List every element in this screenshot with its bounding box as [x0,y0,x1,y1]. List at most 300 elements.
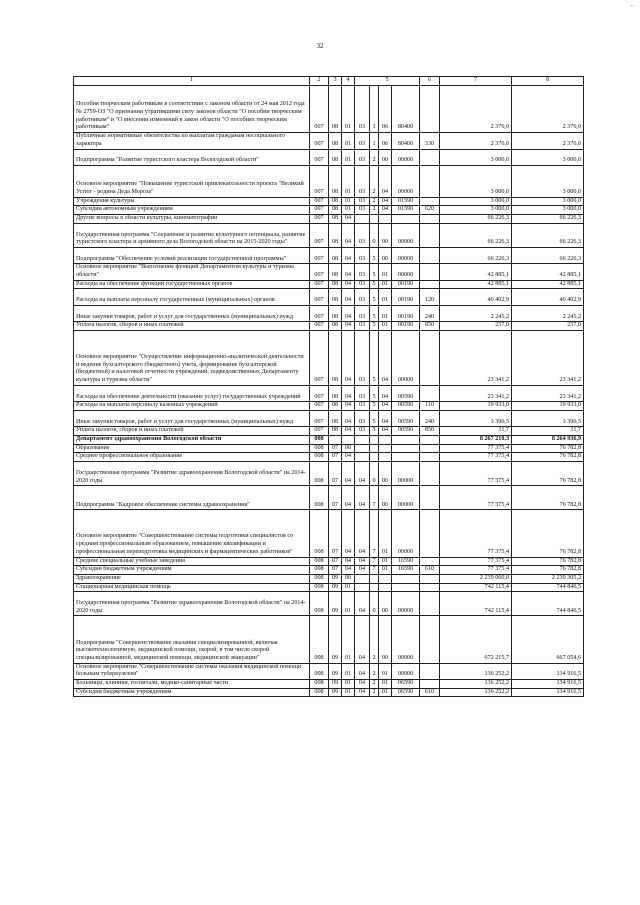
cell-p2: 7 [370,510,379,557]
cell-p2: 5 [370,247,379,263]
cell-p1: 04 [355,557,370,566]
cell-c4: 04 [342,427,355,436]
cell-p1: 04 [355,510,370,557]
table-row [74,574,584,583]
cell-name: Субсидии бюджетным учреждениям [74,688,310,697]
cell-p4: 80400 [392,133,420,149]
cell-c3: 08 [329,410,342,426]
cell-c8: 76 782,8 [512,453,584,462]
table-row [74,557,584,566]
cell-c8: 76 782,8 [512,486,584,510]
cell-c2: 007 [310,206,329,215]
cell-p1: 04 [355,663,370,679]
cell-c2: 008 [310,592,329,616]
cell-p3: 00 [379,462,392,486]
cell-c8: 2 239 305,2 [512,574,584,583]
cell-c2: 008 [310,616,329,663]
cell-p4: 00190 [392,322,420,331]
cell-c7: 3 000,0 [440,206,512,215]
cell-p1: 04 [355,486,370,510]
cell-name: Государственная программа "Развитие здравоохранения Вологодской области" на 2014-2020 годы [74,462,310,486]
cell-c3: 09 [329,574,342,583]
cell-c2: 007 [310,385,329,401]
cell-c8: 23 341,2 [512,385,584,401]
cell-p4: 01590 [392,206,420,215]
cell-c3: 08 [329,247,342,263]
cell-p3: 00 [379,223,392,247]
cell-name: Больницы, клиники, госпитали, медико-санитарные части [74,680,310,689]
cell-c6 [420,436,440,445]
cell-p1 [355,583,370,592]
cell-p1 [355,453,370,462]
table-body [74,77,584,697]
cell-p2: 0 [370,462,379,486]
cell-c7: 42 885,1 [440,264,512,280]
cell-c3: 09 [329,583,342,592]
cell-p2 [370,215,379,224]
cell-c4: 01 [342,688,355,697]
cell-p1: 03 [355,223,370,247]
cell-c6: 330 [420,133,440,149]
cell-p2: 2 [370,616,379,663]
cell-p4: 00000 [392,592,420,616]
cell-c3: 07 [329,557,342,566]
cell-c4: 04 [342,557,355,566]
cell-p2: 5 [370,264,379,280]
cell-p3: 04 [379,330,392,385]
cell-p4: 00590 [392,385,420,401]
cell-c2: 007 [310,410,329,426]
cell-c7: 11,7 [440,427,512,436]
cell-c3: 09 [329,592,342,616]
cell-c8: 3 000,0 [512,165,584,197]
cell-p2: 2 [370,165,379,197]
cell-p2: 5 [370,280,379,289]
cell-p1: 03 [355,410,370,426]
cell-p3: 00 [379,486,392,510]
cell-c2: 008 [310,557,329,566]
cell-c7: 23 341,2 [440,330,512,385]
cell-p3: 06 [379,86,392,133]
cell-p1: 03 [355,427,370,436]
cell-c2: 008 [310,688,329,697]
cell-p1: 03 [355,330,370,385]
cell-p2: 5 [370,305,379,321]
cell-c8: 744 846,5 [512,592,584,616]
table-row [74,215,584,224]
cell-p4: 16590 [392,566,420,575]
cell-c2: 007 [310,215,329,224]
cell-p4 [392,444,420,453]
cell-c8: 2 245,2 [512,305,584,321]
cell-c6 [420,86,440,133]
cell-name: Государственная программа "Развитие здравоохранения Вологодской области" на 2014-2020 годы [74,592,310,616]
cell-c6: 240 [420,410,440,426]
cell-c6 [420,583,440,592]
table-row [74,410,584,426]
table-row [74,462,584,486]
table-row [74,486,584,510]
header-cell-3: 3 [329,77,342,86]
cell-p1: 03 [355,289,370,305]
cell-name: Государственная программа "Сохранение и развитие культурного потенциала, развитие туристского кластера и архивного дела Вологодской области на 2015-2020 годы" [74,223,310,247]
cell-p3 [379,215,392,224]
cell-c4: 04 [342,566,355,575]
cell-p4: 00590 [392,402,420,411]
cell-c3: 08 [329,223,342,247]
table-row [74,197,584,206]
cell-p1: 03 [355,402,370,411]
cell-p1 [355,215,370,224]
cell-c8: 23 341,2 [512,330,584,385]
cell-c8: 11,7 [512,427,584,436]
table-row [74,616,584,663]
cell-p2 [370,453,379,462]
cell-p2: 2 [370,663,379,679]
cell-c7: 3 000,0 [440,197,512,206]
cell-name: Образование [74,444,310,453]
cell-c6 [420,444,440,453]
cell-p1 [355,436,370,445]
cell-c7: 2 239 060,0 [440,574,512,583]
cell-c6 [420,264,440,280]
cell-p3: 01 [379,663,392,679]
cell-c3: 07 [329,462,342,486]
cell-c7: 40 402,9 [440,289,512,305]
cell-c3: 07 [329,486,342,510]
cell-p1 [355,444,370,453]
cell-c2: 007 [310,165,329,197]
table-row [74,86,584,133]
cell-c3: 09 [329,680,342,689]
cell-c4: 04 [342,215,355,224]
cell-c7: 3 000,0 [440,165,512,197]
cell-c7: 2 245,2 [440,305,512,321]
cell-p4: 06590 [392,680,420,689]
cell-c8: 744 846,5 [512,583,584,592]
cell-c3: 08 [329,305,342,321]
page-number: 32 [316,42,324,50]
budget-table [73,76,584,697]
table-row [74,247,584,263]
cell-p2: 1 [370,133,379,149]
cell-p1: 03 [355,264,370,280]
cell-c4: 00 [342,444,355,453]
cell-p1: 04 [355,616,370,663]
cell-c7: 136 252,2 [440,688,512,697]
cell-p4 [392,436,420,445]
table-row [74,305,584,321]
cell-c3: 08 [329,289,342,305]
cell-p2: 2 [370,688,379,697]
cell-name: Иные закупки товаров, работ и услуг для государственных (муниципальных) нужд [74,410,310,426]
cell-c4: 01 [342,197,355,206]
cell-name: Здравоохранение [74,574,310,583]
cell-c6: 240 [420,305,440,321]
cell-p4: 00190 [392,289,420,305]
cell-c4: 04 [342,385,355,401]
cell-p4 [392,215,420,224]
cell-c8: 2 376,0 [512,133,584,149]
cell-name: Другие вопросы в области культуры, кинематографии [74,215,310,224]
cell-c6 [420,574,440,583]
cell-c8: 134 916,5 [512,680,584,689]
cell-c8: 3 000,0 [512,197,584,206]
cell-c4: 04 [342,223,355,247]
cell-c4: 01 [342,206,355,215]
cell-c2: 007 [310,223,329,247]
cell-p2: 5 [370,385,379,401]
cell-c2: 007 [310,197,329,206]
cell-c7: 742 115,4 [440,592,512,616]
cell-c3: 08 [329,330,342,385]
cell-c3: 08 [329,165,342,197]
cell-c4: 04 [342,410,355,426]
cell-name: Основное мероприятие "Совершенствование системы подготовки специалистов со средним профессиональным образованием, повышение квалификации и профессиональная переподготовка медицинских и фармацевтических работников" [74,510,310,557]
cell-p1: 03 [355,165,370,197]
cell-p2 [370,444,379,453]
table-row [74,510,584,557]
cell-c6 [420,247,440,263]
cell-p1: 03 [355,133,370,149]
cell-c2: 007 [310,133,329,149]
cell-p3: 01 [379,510,392,557]
cell-c4 [342,436,355,445]
cell-c4: 01 [342,133,355,149]
cell-c3: 08 [329,385,342,401]
cell-p2: 5 [370,427,379,436]
cell-c8: 3 000,0 [512,206,584,215]
cell-p3: 00 [379,616,392,663]
cell-c6 [420,680,440,689]
cell-c6: 850 [420,427,440,436]
cell-name: Расходы на обеспечение деятельности (оказание услуг) государственных учреждений [74,385,310,401]
cell-c6 [420,215,440,224]
cell-p4: 80400 [392,86,420,133]
cell-c2: 008 [310,566,329,575]
cell-c7: 66 226,3 [440,223,512,247]
cell-c4: 04 [342,462,355,486]
cell-p1: 03 [355,149,370,165]
cell-c7: 2 376,0 [440,133,512,149]
cell-c4: 04 [342,247,355,263]
cell-c3: 08 [329,206,342,215]
cell-c6: 610 [420,566,440,575]
cell-c4: 04 [342,280,355,289]
table-row [74,264,584,280]
cell-c8: 667 054,6 [512,616,584,663]
cell-p4: 00590 [392,427,420,436]
cell-p2: 1 [370,86,379,133]
cell-c7: 19 933,0 [440,402,512,411]
cell-c7: 77 375,4 [440,453,512,462]
cell-c4: 01 [342,663,355,679]
cell-p4: 00000 [392,486,420,510]
cell-c3: 08 [329,197,342,206]
cell-p2: 2 [370,680,379,689]
cell-p3: 04 [379,427,392,436]
cell-c3: 08 [329,215,342,224]
cell-p1: 04 [355,462,370,486]
cell-p3 [379,574,392,583]
cell-c6: 120 [420,289,440,305]
cell-c7: 8 267 210,3 [440,436,512,445]
cell-name: Среднее профессиональное образование [74,453,310,462]
cell-c7: 77 375,4 [440,444,512,453]
cell-c3: 07 [329,510,342,557]
cell-p2 [370,574,379,583]
cell-p4: 00000 [392,247,420,263]
cell-c7: 42 885,1 [440,280,512,289]
cell-c2: 008 [310,663,329,679]
cell-name: Субсидии бюджетным учреждениям [74,566,310,575]
table-row [74,165,584,197]
cell-p1: 04 [355,680,370,689]
cell-p1: 04 [355,566,370,575]
cell-name: Субсидии автономным учреждениям [74,206,310,215]
cell-name: Стационарная медицинская помощь [74,583,310,592]
cell-c4: 04 [342,322,355,331]
cell-c3: 08 [329,427,342,436]
cell-c4: 01 [342,149,355,165]
cell-p2: 5 [370,289,379,305]
cell-c3: 08 [329,86,342,133]
cell-c8: 3 396,5 [512,410,584,426]
cell-c2: 007 [310,280,329,289]
cell-c3: 08 [329,264,342,280]
cell-p3: 01 [379,305,392,321]
cell-c8: 76 782,8 [512,444,584,453]
cell-c4: 04 [342,510,355,557]
cell-c8: 66 226,3 [512,215,584,224]
cell-name: Подпрограмма "Совершенствование оказания специализированной, включая высокотехнологичную, медицинской помощи, скорой, в том числе скорой специализированной, медицинской помощи, медицинской эвакуации" [74,616,310,663]
cell-p1: 03 [355,247,370,263]
cell-c8: 66 226,3 [512,247,584,263]
cell-p1: 03 [355,197,370,206]
cell-name: Основное мероприятие "Совершенствование системы оказания медицинской помощи больным туберкулезом" [74,663,310,679]
cell-c3: 09 [329,663,342,679]
cell-p3: 04 [379,385,392,401]
cell-name: Подпрограмма "Кадровое обеспечение системы здравоохранения" [74,486,310,510]
cell-p4: 00000 [392,663,420,679]
corner-mark-top: .. [631,2,634,8]
cell-p4: 00000 [392,510,420,557]
cell-c2: 007 [310,322,329,331]
cell-c2: 007 [310,402,329,411]
cell-c8: 237,0 [512,322,584,331]
cell-c2: 007 [310,149,329,165]
cell-name: Расходы на выплаты персоналу казенных учреждений [74,402,310,411]
cell-c3: 07 [329,444,342,453]
table-row [74,688,584,697]
cell-c7: 672 215,7 [440,616,512,663]
cell-c6 [420,462,440,486]
cell-c6 [420,557,440,566]
cell-c7: 66 226,3 [440,215,512,224]
header-cell-7: 7 [440,77,512,86]
cell-c8: 134 916,5 [512,663,584,679]
cell-name: Основное мероприятие "Выполнение функций Департаментом культуры и туризма области" [74,264,310,280]
cell-c4: 04 [342,305,355,321]
cell-c2: 007 [310,86,329,133]
cell-c2: 008 [310,510,329,557]
cell-c2: 008 [310,680,329,689]
cell-c3 [329,436,342,445]
table-row [74,223,584,247]
cell-c3: 08 [329,280,342,289]
cell-p4: 00000 [392,165,420,197]
cell-p2 [370,436,379,445]
cell-p2: 5 [370,322,379,331]
cell-name: Публичные нормативные обязательства по выплатам гражданам несоциального характера [74,133,310,149]
cell-p1: 04 [355,592,370,616]
header-cell-6: 6 [420,77,440,86]
cell-p1: 03 [355,280,370,289]
cell-c7: 77 375,4 [440,510,512,557]
cell-p2: 2 [370,149,379,165]
cell-p2: 2 [370,206,379,215]
cell-p2: 0 [370,592,379,616]
cell-c8: 42 885,1 [512,280,584,289]
cell-c4: 01 [342,583,355,592]
cell-c6: 110 [420,402,440,411]
cell-p3: 01 [379,289,392,305]
header-cell-8: 8 [512,77,584,86]
table-row [74,280,584,289]
cell-c7: 3 396,5 [440,410,512,426]
cell-p3 [379,444,392,453]
cell-c6 [420,592,440,616]
table-row [74,444,584,453]
cell-c4: 01 [342,680,355,689]
cell-c8: 42 885,1 [512,264,584,280]
cell-c2: 007 [310,330,329,385]
cell-c8: 76 782,8 [512,557,584,566]
cell-name: Департамент здравоохранения Вологодской области [74,436,310,445]
table-row [74,385,584,401]
cell-name: Иные закупки товаров, работ и услуг для государственных (муниципальных) нужд [74,305,310,321]
table-row [74,322,584,331]
cell-c6 [420,223,440,247]
cell-p3: 00 [379,149,392,165]
cell-p3: 04 [379,197,392,206]
header-row [74,77,584,86]
cell-name: Пособия творческим работникам в соответствии с законом области от 24 мая 2012 года № 2759-ОЗ "О признании утратившими силу законов области "О пособии творческим работникам" и "О внесении изменений в закон области "О пособиях творческим работникам" [74,86,310,133]
cell-p3: 01 [379,566,392,575]
cell-c8: 2 376,0 [512,86,584,133]
cell-c6 [420,510,440,557]
cell-c4: 04 [342,453,355,462]
cell-p2: 2 [370,197,379,206]
table-row [74,330,584,385]
cell-p3: 01 [379,680,392,689]
cell-p4: 00190 [392,305,420,321]
cell-p3: 00 [379,592,392,616]
cell-name: Основное мероприятие "Осуществление информационно-аналитической деятельности и ведение бухгалтерского (бюджетного) учета, формирование бухгалтерской (бюджетной) и налоговой отчетности учреждений, подведомственных Департаменту культуры и туризма области" [74,330,310,385]
cell-p3: 01 [379,688,392,697]
table-row [74,592,584,616]
cell-c2: 008 [310,486,329,510]
header-cell-5: 5 [355,77,420,86]
cell-p3: 01 [379,280,392,289]
cell-p3: 01 [379,322,392,331]
cell-p3: 04 [379,165,392,197]
table-row [74,453,584,462]
cell-c7: 3 000,0 [440,149,512,165]
cell-p4 [392,453,420,462]
cell-c8: 40 402,9 [512,289,584,305]
cell-name: Основное мероприятие "Повышение туристской привлекательности проекта "Великий Устюг - родина Деда Мороза" [74,165,310,197]
